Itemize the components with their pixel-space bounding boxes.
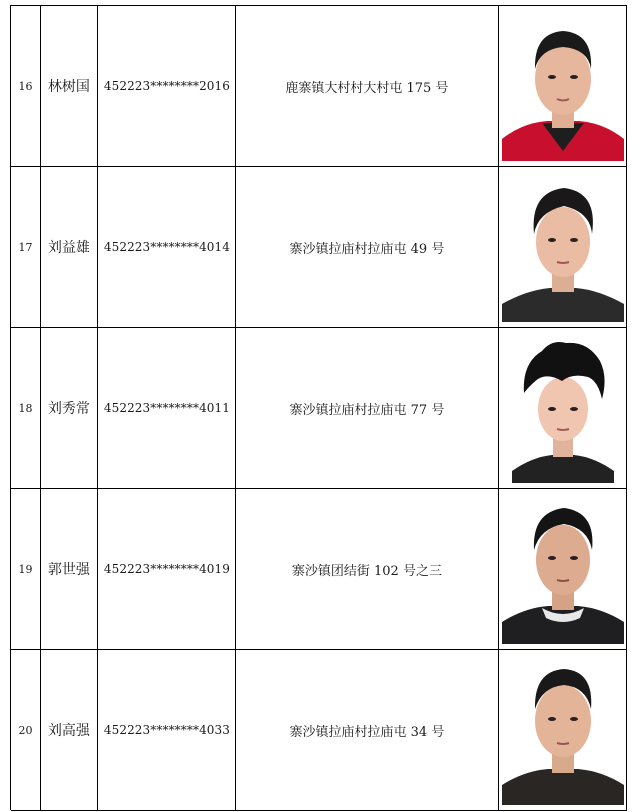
row-number: 20 [11, 650, 41, 810]
table-row [11, 167, 627, 328]
address: 寨沙镇拉庙村拉庙屯 77 号 [236, 328, 500, 488]
photo-cell [499, 6, 627, 166]
id-number: 452223********4011 [98, 328, 236, 488]
person-table [10, 5, 627, 810]
table-row [11, 6, 627, 167]
id-number: 452223********4014 [98, 167, 236, 327]
id-number: 452223********4033 [98, 650, 236, 810]
portrait-photo [502, 172, 624, 322]
portrait-photo [502, 494, 624, 644]
portrait-photo [502, 333, 624, 483]
person-name: 刘益雄 [41, 167, 98, 327]
person-name: 刘高强 [41, 650, 98, 810]
portrait-photo [502, 655, 624, 805]
person-name: 刘秀常 [41, 328, 98, 488]
photo-cell [499, 167, 627, 327]
table-row [11, 650, 627, 811]
row-number: 16 [11, 6, 41, 166]
photo-cell [499, 328, 627, 488]
address: 寨沙镇拉庙村拉庙屯 49 号 [236, 167, 500, 327]
person-name: 郭世强 [41, 489, 98, 649]
photo-cell [499, 489, 627, 649]
table-row [11, 489, 627, 650]
address: 寨沙镇团结街 102 号之三 [236, 489, 500, 649]
id-number: 452223********2016 [98, 6, 236, 166]
address: 寨沙镇拉庙村拉庙屯 34 号 [236, 650, 500, 810]
table-row [11, 328, 627, 489]
row-number: 17 [11, 167, 41, 327]
portrait-photo [502, 11, 624, 161]
photo-cell [499, 650, 627, 810]
person-name: 林树国 [41, 6, 98, 166]
row-number: 18 [11, 328, 41, 488]
id-number: 452223********4019 [98, 489, 236, 649]
address: 鹿寨镇大村村大村屯 175 号 [236, 6, 500, 166]
row-number: 19 [11, 489, 41, 649]
